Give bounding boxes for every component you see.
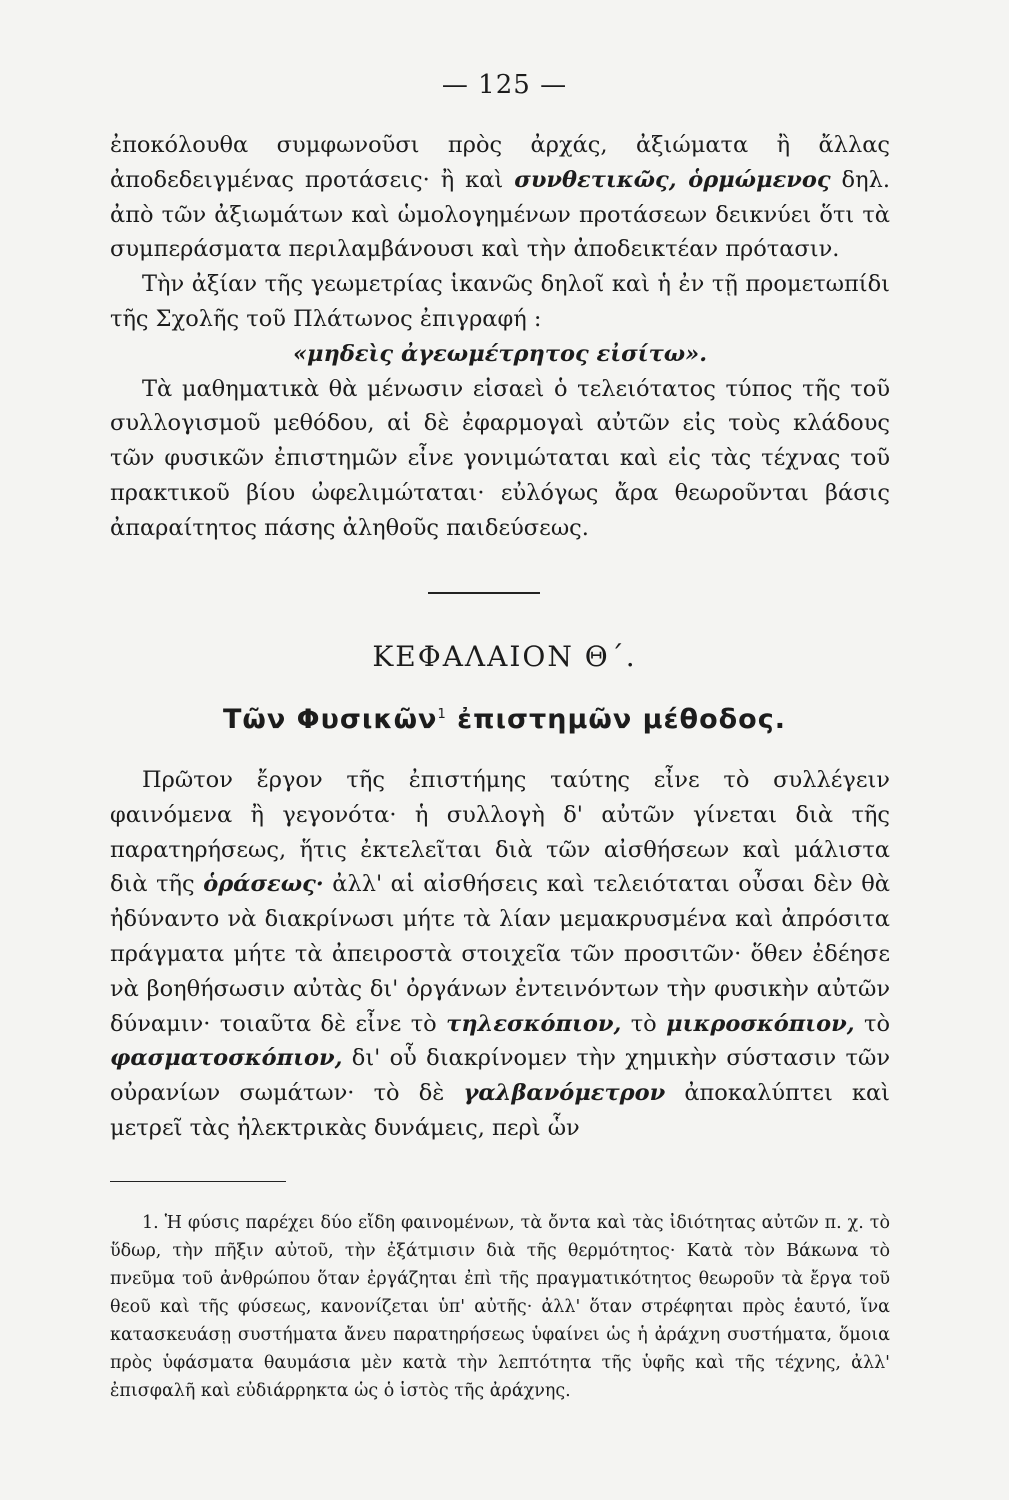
chapter-heading: ΚΕΦΑΛΑΙΟΝ Θ΄. [372,640,637,673]
emphasized-term: τηλεσκόπιον, [446,1010,622,1037]
text-run: τὸ [854,1010,890,1037]
text-run: ἐποκόλουθα συμφωνοῦσι πρὸς ἀρχάς, ἀξιώματα ἢ ἄλλας ἀποδεδειγμένας προτάσεις· ἢ καὶ [110,132,890,193]
paragraph-mathematics: Τὰ μαθηματικὰ θὰ μένωσιν εἰσαεὶ ὁ τελειότατος τύπος τῆς τοῦ συλλογισμοῦ μεθόδου, αἱ δὲ ἐφαρμογαὶ αὐτῶν εἰς τοὺς κλάδους τῶν φυσικῶν ἐπιστημῶν εἶνε γονιμώταται καὶ εἰς τὰς τέχνας τοῦ πρακτικοῦ βίου ὠφελιμώταται· εὐλόγως ἄρα θεωροῦνται βάσις ἀπαραίτητος πάσης ἀληθοῦς παιδεύσεως. [110,375,890,541]
emphasized-term: γαλβανόμετρον [463,1080,666,1107]
text-run: ἀλλ' αἱ αἰσθήσεις καὶ τελειόταται οὖσαι δὲν θὰ ἠδύναντο νὰ διακρίνωσι μήτε τὰ λίαν μεμακρυσμένα καὶ ἀπρόσιτα πράγματα μήτε τὰ ἀπειροστὰ στοιχεῖα τῶν προσιτῶν· ὅθεν ἐδέησε νὰ βοηθήσωσιν αὐτὰς δι' ὀργάνων ἐντεινόντων τὴν φυσικὴν αὐτῶν δύναμιν· τοιαῦτα δὲ εἶνε τὸ [110,871,890,1037]
main-text-block [110,763,890,1146]
emphasized-term: φασματοσκόπιον, [110,1045,343,1072]
plato-inscription: «μηδεὶς ἀγεωμέτρητος εἰσίτω». [292,340,708,367]
paragraph-continuation [110,128,890,267]
text-run: ἀποκαλύπτει καὶ μετρεῖ τὰς ἠλεκτρικὰς δυνάμεις, περὶ ὧν [110,1080,890,1141]
chapter-title-tail: ἐπιστημῶν μέθοδος. [446,704,786,735]
page-number: — 125 — [441,70,568,100]
footnote-divider [110,1181,286,1182]
paragraph-natural-sciences [110,763,890,1146]
emphasized-term: μικροσκόπιον, [666,1010,855,1037]
section-divider [428,592,540,594]
emphasized-term: συνθετικῶς, ὁρμώμενος [514,166,831,193]
text-run: τὸ [621,1010,667,1037]
paragraph-geometry: Τὴν ἀξίαν τῆς γεωμετρίας ἱκανῶς δηλοῖ καὶ ἡ ἐν τῇ προμετωπίδι τῆς Σχολῆς τοῦ Πλάτωνος ἐπιγραφή : [110,271,890,332]
chapter-title-text: Τῶν Φυσικῶν [222,704,438,735]
footnote-reference: 1 [437,707,447,722]
emphasized-term: ὁράσεως· [203,871,324,898]
text-run: δηλ. ἀπὸ τῶν ἀξιωμάτων καὶ ὡμολογημένων προτάσεων δεικνύει ὅτι τὰ συμπεράσματα περιλαμβάνουσι καὶ τὴν ἀποδεικτέαν πρότασιν. [110,166,890,263]
text-run: δι' οὗ διακρίνομεν τὴν χημικὴν σύστασιν τῶν οὐρανίων σωμάτων· τὸ δὲ [110,1045,890,1107]
footnote-text: 1. Ἡ φύσις παρέχει δύο εἴδη φαινομένων, τὰ ὄντα καὶ τὰς ἰδιότητας αὐτῶν π. χ. τὸ ὕδωρ, τὴν πῆξιν αὐτοῦ, τὴν ἐξάτμισιν διὰ τῆς θερμότητος· Κατὰ τὸν Βάκωνα τὸ πνεῦμα τοῦ ἀνθρώπου ὅταν ἐργάζηται ἐπὶ τῆς πραγματικότητος θεωροῦν τὰ ἔργα τοῦ θεοῦ καὶ τῆς φύσεως, κανονίζεται ὑπ' αὐτῆς· ἀλλ' ὅταν στρέφηται πρὸς ἑαυτό, ἵνα κατασκευάσῃ συστήματα ἄνευ παρατηρήσεως ὑφαίνει ὡς ἡ ἀράχνη συστήματα, ὅμοια πρὸς ὑφάσματα θαυμάσια μὲν κατὰ τὴν λεπτότητα τῆς ὑφῆς καὶ τῆς τέχνης, ἀλλ' ἐπισφαλῆ καὶ εὐδιάρρηκτα ὡς ὁ ἱστὸς τῆς ἀράχνης. [110,1213,890,1401]
text-run: Πρῶτον ἔργον τῆς ἐπιστήμης ταύτης εἶνε τὸ συλλέγειν φαινόμενα ἢ γεγονότα· ἡ συλλογὴ δ' αὐτῶν γίνεται διὰ τῆς παρατηρήσεως, ἥτις ἐκτελεῖται διὰ τῶν αἰσθήσεων καὶ μάλιστα διὰ τῆς [110,767,890,898]
footnote [110,1209,890,1405]
chapter-title [0,704,1009,735]
top-text-block [110,128,890,546]
